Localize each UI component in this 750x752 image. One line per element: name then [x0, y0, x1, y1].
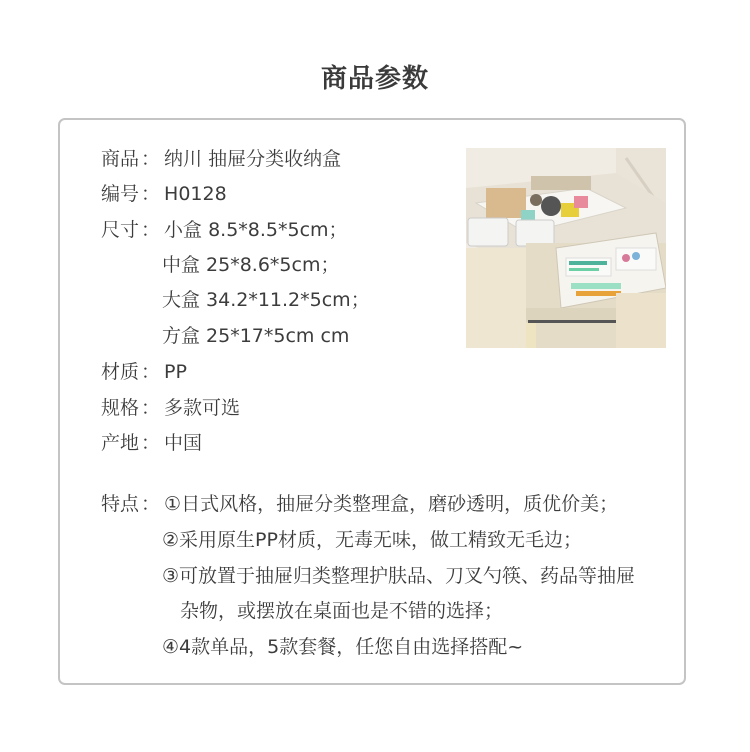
colon: ： — [141, 493, 161, 515]
feature-3-cont: 杂物，或摆放在桌面也是不错的选择； — [180, 600, 504, 622]
size-value-2: 中盒 25*8.6*5cm； — [162, 254, 340, 276]
feature-1: ①日式风格，抽屉分类整理盒，磨砂透明，质优价美； — [164, 493, 619, 515]
colon: ： — [141, 148, 161, 170]
colon: ： — [141, 219, 161, 241]
row-spec — [101, 396, 240, 420]
feature-4: ④4款单品，5款套餐，任您自由选择搭配~ — [162, 636, 524, 658]
size-value-3: 大盒 34.2*11.2*5cm； — [162, 289, 370, 311]
size-value-1: 小盒 8.5*8.5*5cm； — [164, 219, 348, 241]
size-value-4: 方盒 25*17*5cm cm — [162, 325, 350, 347]
code-value: H0128 — [164, 183, 227, 205]
size-label: 尺寸 — [101, 219, 140, 241]
feature-3: ③可放置于抽屉归类整理护肤品、刀叉勺筷、药品等抽屉 — [162, 565, 636, 587]
colon: ： — [141, 361, 161, 383]
row-size — [101, 218, 348, 242]
page-title: 商品参数 — [320, 64, 429, 94]
material-value: PP — [164, 361, 187, 383]
code-label: 编号 — [101, 183, 140, 205]
colon: ： — [141, 183, 161, 205]
product-photo — [466, 148, 666, 348]
row-features — [101, 492, 618, 516]
spec-value: 多款可选 — [164, 397, 241, 419]
colon: ： — [141, 397, 161, 419]
feature-2: ②采用原生PP材质，无毒无味，做工精致无毛边； — [162, 529, 582, 551]
row-origin — [101, 431, 202, 455]
row-material — [101, 360, 187, 384]
product-label: 商品 — [101, 148, 140, 170]
row-code — [101, 182, 227, 206]
origin-label: 产地 — [101, 432, 140, 454]
spec-label: 规格 — [101, 397, 140, 419]
colon: ： — [141, 432, 161, 454]
material-label: 材质 — [101, 361, 140, 383]
product-value: 纳川 抽屉分类收纳盒 — [164, 148, 342, 170]
row-product — [101, 147, 341, 171]
features-label: 特点 — [101, 493, 140, 515]
origin-value: 中国 — [164, 432, 203, 454]
